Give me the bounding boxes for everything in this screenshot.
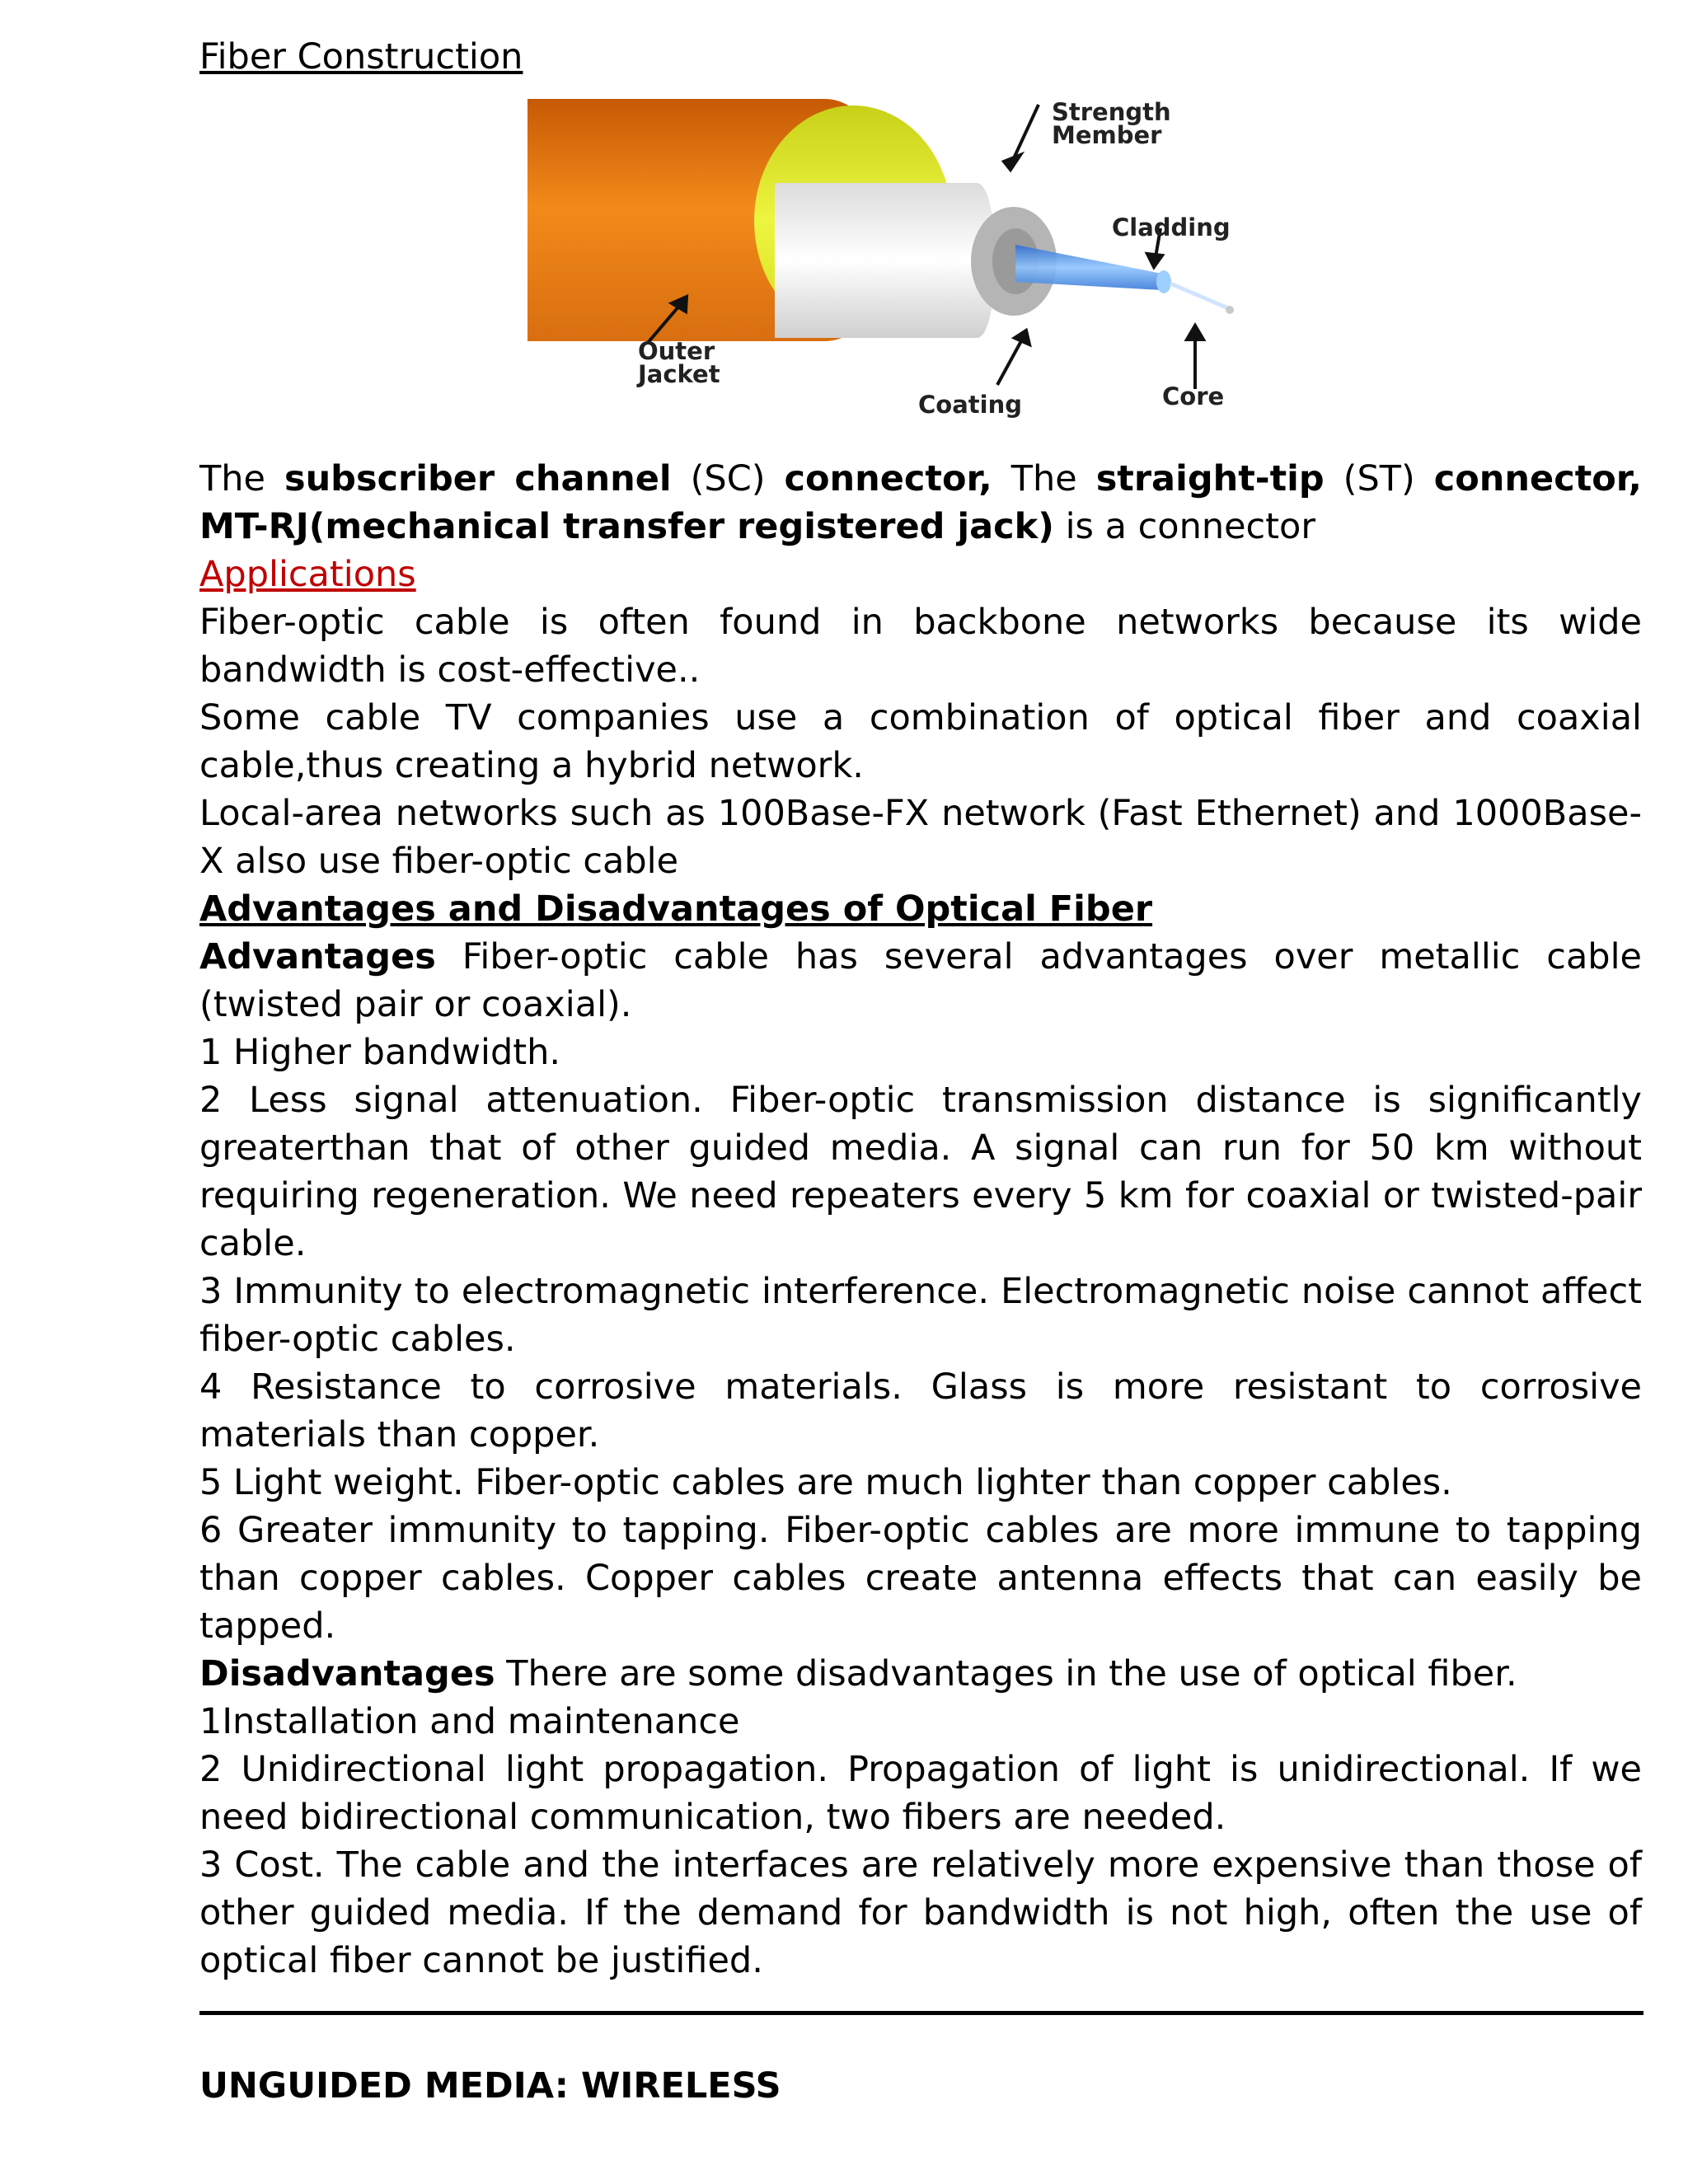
arrow-core	[1187, 326, 1203, 340]
fiber-cable-diagram	[528, 92, 1269, 455]
arrow-strength-member	[1004, 155, 1020, 170]
applications-link[interactable]: Applications	[199, 554, 416, 595]
label-core: Core	[1162, 382, 1225, 410]
advantages-disadvantages-heading: Advantages and Disadvantages of Optical Fiber	[199, 888, 1153, 930]
connectors-text-3: The	[992, 458, 1096, 499]
disadvantage-item: 2 Unidirectional light propagation. Propagation of light is unidirectional. If we need bidirectional communication, two fibers are needed.	[199, 1749, 1642, 1838]
connectors-text-1: The	[199, 458, 284, 499]
advantages-intro-text: Fiber-optic cable has several advantages over metallic cable (twisted pair or coaxial).	[199, 936, 1642, 1025]
advantage-item: 2 Less signal attenuation. Fiber-optic transmission distance is significantly greaterthan that of other guided media. A signal can run for 50 km without requiring regeneration. We need repeaters every 5 km for coaxial or twisted-pair cable.	[199, 1080, 1642, 1264]
fiber-tip-shape	[1226, 306, 1234, 314]
label-strength-member-line1: Strength	[1052, 98, 1171, 126]
connectors-text-4: (ST)	[1324, 458, 1434, 499]
connectors-paragraph	[199, 455, 1642, 551]
advantage-item: 5 Light weight. Fiber-optic cables are much lighter than copper cables.	[199, 1462, 1452, 1503]
arrow-cladding	[1147, 254, 1162, 267]
advantage-item: 4 Resistance to corrosive materials. Glass is more resistant to corrosive materials than copper.	[199, 1366, 1642, 1455]
label-strength-member-line2: Member	[1052, 121, 1162, 149]
advantage-item: 1 Higher bandwidth.	[199, 1032, 561, 1073]
advantage-item: 3 Immunity to electromagnetic interference. Electromagnetic noise cannot affect fiber-optic cables.	[199, 1271, 1642, 1360]
applications-paragraph-2: Some cable TV companies use a combination of optical fiber and coaxial cable,thus creating a hybrid network.	[199, 697, 1642, 786]
label-cladding: Cladding	[1112, 213, 1231, 241]
unguided-media-heading: UNGUIDED MEDIA: WIRELESS	[199, 2065, 781, 2107]
label-outer-jacket-line1: Outer	[638, 337, 715, 365]
disadvantages-intro-text: There are some disadvantages in the use of optical fiber.	[495, 1653, 1517, 1694]
disadvantages-intro	[199, 1650, 1642, 1698]
advantage-item: 6 Greater immunity to tapping. Fiber-optic cables are more immune to tapping than copper cables. Copper cables create antenna effects that can easily be tapped.	[199, 1510, 1642, 1647]
arrow-coating	[1015, 330, 1029, 344]
advantages-label: Advantages	[199, 936, 436, 977]
connectors-text-5: is a connector	[1053, 506, 1316, 547]
applications-paragraph-3: Local-area networks such as 100Base-FX network (Fast Ethernet) and 1000Base-X also use fiber-optic cable	[199, 793, 1642, 882]
label-coating: Coating	[918, 391, 1022, 419]
fiber-construction-heading: Fiber Construction	[199, 36, 523, 77]
disadvantage-item: 1Installation and maintenance	[199, 1701, 740, 1742]
label-outer-jacket-line2: Jacket	[638, 360, 720, 388]
applications-paragraph-1: Fiber-optic cable is often found in backbone networks because its wide bandwidth is cost-effective..	[199, 602, 1642, 691]
connector-term-1: connector,	[784, 458, 992, 499]
connectors-text-2: (SC)	[671, 458, 785, 499]
disadvantage-item: 3 Cost. The cable and the interfaces are relatively more expensive than those of other guided media. If the demand for bandwidth is not high, often the use of optical fiber cannot be justified.	[199, 1844, 1642, 1981]
coating-shape	[775, 183, 996, 338]
bare-fiber-shape	[1170, 284, 1228, 308]
sc-connector-term: subscriber channel	[284, 458, 672, 499]
disadvantages-label: Disadvantages	[199, 1653, 495, 1694]
mtrj-connector-term: connector, MT-RJ(mechanical transfer registered jack)	[199, 458, 1643, 547]
core-end-shape	[1156, 270, 1171, 293]
document-content	[199, 33, 1642, 1985]
advantages-intro	[199, 933, 1642, 1029]
section-divider	[199, 2011, 1643, 2015]
st-connector-term: straight-tip	[1095, 458, 1325, 499]
